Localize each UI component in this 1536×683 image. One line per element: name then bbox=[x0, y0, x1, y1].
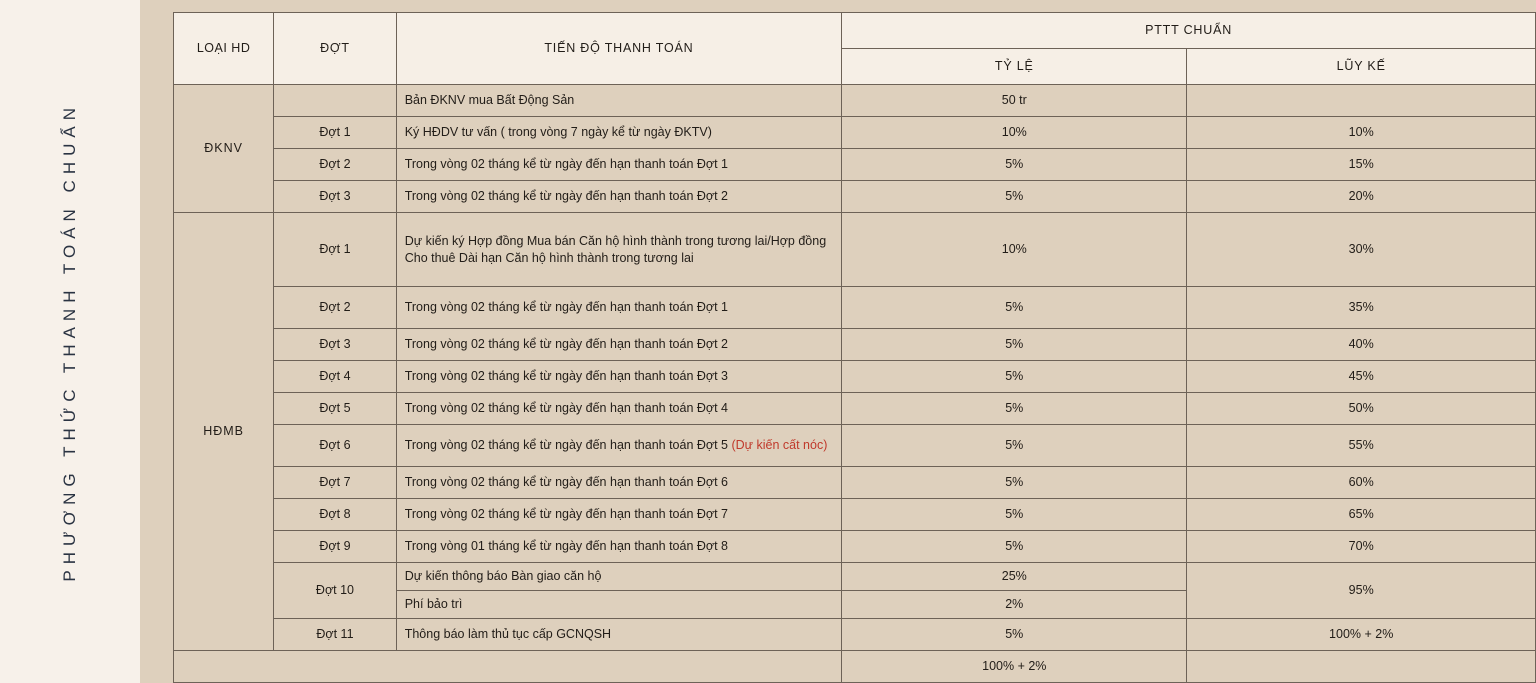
cell-luy-ke: 70% bbox=[1187, 531, 1536, 563]
content-panel bbox=[140, 0, 1536, 683]
cell-tien-do: Dự kiến ký Hợp đồng Mua bán Căn hộ hình thành trong tương lai/Hợp đồng Cho thuê Dài hạn Căn hộ hình thành trong tương lai bbox=[396, 213, 841, 287]
cell-luy-ke bbox=[1187, 85, 1536, 117]
cell-tien-do: Thông báo làm thủ tục cấp GCNQSH bbox=[396, 618, 841, 650]
cell-dot: Đợt 8 bbox=[274, 499, 397, 531]
cell-tien-do: Trong vòng 02 tháng kể từ ngày đến hạn thanh toán Đợt 7 bbox=[396, 499, 841, 531]
table-row bbox=[174, 563, 1536, 591]
cell-luy-ke: 55% bbox=[1187, 425, 1536, 467]
table-row bbox=[174, 85, 1536, 117]
cell-tien-do: Trong vòng 01 tháng kể từ ngày đến hạn thanh toán Đợt 8 bbox=[396, 531, 841, 563]
cell-total-ty-le: 100% + 2% bbox=[842, 650, 1187, 682]
cell-dot: Đợt 11 bbox=[274, 618, 397, 650]
group-label-dknv: ĐKNV bbox=[174, 85, 274, 213]
cell-tien-do: Trong vòng 02 tháng kể từ ngày đến hạn thanh toán Đợt 6 bbox=[396, 467, 841, 499]
cell-luy-ke: 100% + 2% bbox=[1187, 618, 1536, 650]
page-title: PHƯƠNG THỨC THANH TOÁN CHUẨN bbox=[60, 101, 79, 582]
header-luy-ke: LŨY KẾ bbox=[1187, 49, 1536, 85]
table-row bbox=[174, 393, 1536, 425]
cell-dot: Đợt 6 bbox=[274, 425, 397, 467]
table-row bbox=[174, 531, 1536, 563]
cell-tien-do: Trong vòng 02 tháng kể từ ngày đến hạn thanh toán Đợt 3 bbox=[396, 361, 841, 393]
table-row bbox=[174, 149, 1536, 181]
header-loai-hd: LOẠI HD bbox=[174, 13, 274, 85]
table-row bbox=[174, 361, 1536, 393]
cell-tien-do: Trong vòng 02 tháng kể từ ngày đến hạn thanh toán Đợt 2 bbox=[396, 181, 841, 213]
table-row bbox=[174, 499, 1536, 531]
cell-luy-ke: 10% bbox=[1187, 117, 1536, 149]
table-total-row bbox=[174, 650, 1536, 682]
cell-tien-do: Trong vòng 02 tháng kể từ ngày đến hạn thanh toán Đợt 1 bbox=[396, 287, 841, 329]
cell-luy-ke: 50% bbox=[1187, 393, 1536, 425]
header-ty-le: TỶ LỆ bbox=[842, 49, 1187, 85]
cell-ty-le: 5% bbox=[842, 425, 1187, 467]
cell-dot: Đợt 7 bbox=[274, 467, 397, 499]
cell-tien-do: Ký HĐDV tư vấn ( trong vòng 7 ngày kể từ ngày ĐKTV) bbox=[396, 117, 841, 149]
cell-ty-le: 10% bbox=[842, 213, 1187, 287]
table-row bbox=[174, 329, 1536, 361]
cell-dot: Đợt 10 bbox=[274, 563, 397, 619]
table-row bbox=[174, 467, 1536, 499]
cell-tien-do: Phí bảo trì bbox=[396, 590, 841, 618]
cell-tien-do: Dự kiến thông báo Bàn giao căn hộ bbox=[396, 563, 841, 591]
cell-luy-ke: 65% bbox=[1187, 499, 1536, 531]
cell-luy-ke: 95% bbox=[1187, 563, 1536, 619]
cell-tien-do: Trong vòng 02 tháng kể từ ngày đến hạn thanh toán Đợt 1 bbox=[396, 149, 841, 181]
cell-dot: Đợt 9 bbox=[274, 531, 397, 563]
payment-schedule-table-wrap bbox=[173, 12, 1536, 672]
cell-luy-ke: 30% bbox=[1187, 213, 1536, 287]
cell-ty-le: 5% bbox=[842, 531, 1187, 563]
cell-ty-le: 50 tr bbox=[842, 85, 1187, 117]
cell-ty-le: 5% bbox=[842, 467, 1187, 499]
cell-ty-le: 5% bbox=[842, 361, 1187, 393]
cell-ty-le: 5% bbox=[842, 329, 1187, 361]
table-row bbox=[174, 181, 1536, 213]
cell-luy-ke: 20% bbox=[1187, 181, 1536, 213]
cell-dot: Đợt 1 bbox=[274, 213, 397, 287]
cell-ty-le: 5% bbox=[842, 618, 1187, 650]
cell-dot: Đợt 2 bbox=[274, 287, 397, 329]
header-pttt-chuan: PTTT CHUẨN bbox=[842, 13, 1536, 49]
cell-tien-do-note: (Dự kiến cất nóc) bbox=[731, 438, 828, 453]
cell-luy-ke: 15% bbox=[1187, 149, 1536, 181]
cell-ty-le: 5% bbox=[842, 499, 1187, 531]
cell-dot: Đợt 3 bbox=[274, 181, 397, 213]
cell-ty-le: 5% bbox=[842, 287, 1187, 329]
table-row bbox=[174, 425, 1536, 467]
header-tien-do: TIẾN ĐỘ THANH TOÁN bbox=[396, 13, 841, 85]
payment-schedule-table bbox=[173, 12, 1536, 683]
cell-total-label bbox=[174, 650, 842, 682]
cell-luy-ke: 60% bbox=[1187, 467, 1536, 499]
cell-tien-do: Trong vòng 02 tháng kể từ ngày đến hạn thanh toán Đợt 2 bbox=[396, 329, 841, 361]
cell-tien-do-text: Trong vòng 02 tháng kể từ ngày đến hạn thanh toán Đợt 5 bbox=[404, 438, 732, 453]
cell-dot: Đợt 4 bbox=[274, 361, 397, 393]
cell-tien-do: Trong vòng 02 tháng kể từ ngày đến hạn thanh toán Đợt 4 bbox=[396, 393, 841, 425]
cell-ty-le: 10% bbox=[842, 117, 1187, 149]
table-row bbox=[174, 117, 1536, 149]
header-dot: ĐỢT bbox=[274, 13, 397, 85]
cell-luy-ke: 40% bbox=[1187, 329, 1536, 361]
cell-tien-do: Bản ĐKNV mua Bất Động Sản bbox=[396, 85, 841, 117]
cell-luy-ke: 35% bbox=[1187, 287, 1536, 329]
cell-ty-le: 2% bbox=[842, 590, 1187, 618]
group-label-hdmb: HĐMB bbox=[174, 213, 274, 651]
cell-luy-ke: 45% bbox=[1187, 361, 1536, 393]
table-row bbox=[174, 213, 1536, 287]
cell-dot bbox=[274, 85, 397, 117]
cell-ty-le: 5% bbox=[842, 149, 1187, 181]
cell-total-luy-ke bbox=[1187, 650, 1536, 682]
cell-ty-le: 5% bbox=[842, 181, 1187, 213]
table-row bbox=[174, 287, 1536, 329]
cell-dot: Đợt 5 bbox=[274, 393, 397, 425]
cell-ty-le: 5% bbox=[842, 393, 1187, 425]
cell-dot: Đợt 2 bbox=[274, 149, 397, 181]
left-title-strip bbox=[0, 0, 140, 683]
table-row bbox=[174, 618, 1536, 650]
cell-dot: Đợt 1 bbox=[274, 117, 397, 149]
cell-tien-do bbox=[396, 425, 841, 467]
cell-dot: Đợt 3 bbox=[274, 329, 397, 361]
cell-ty-le: 25% bbox=[842, 563, 1187, 591]
